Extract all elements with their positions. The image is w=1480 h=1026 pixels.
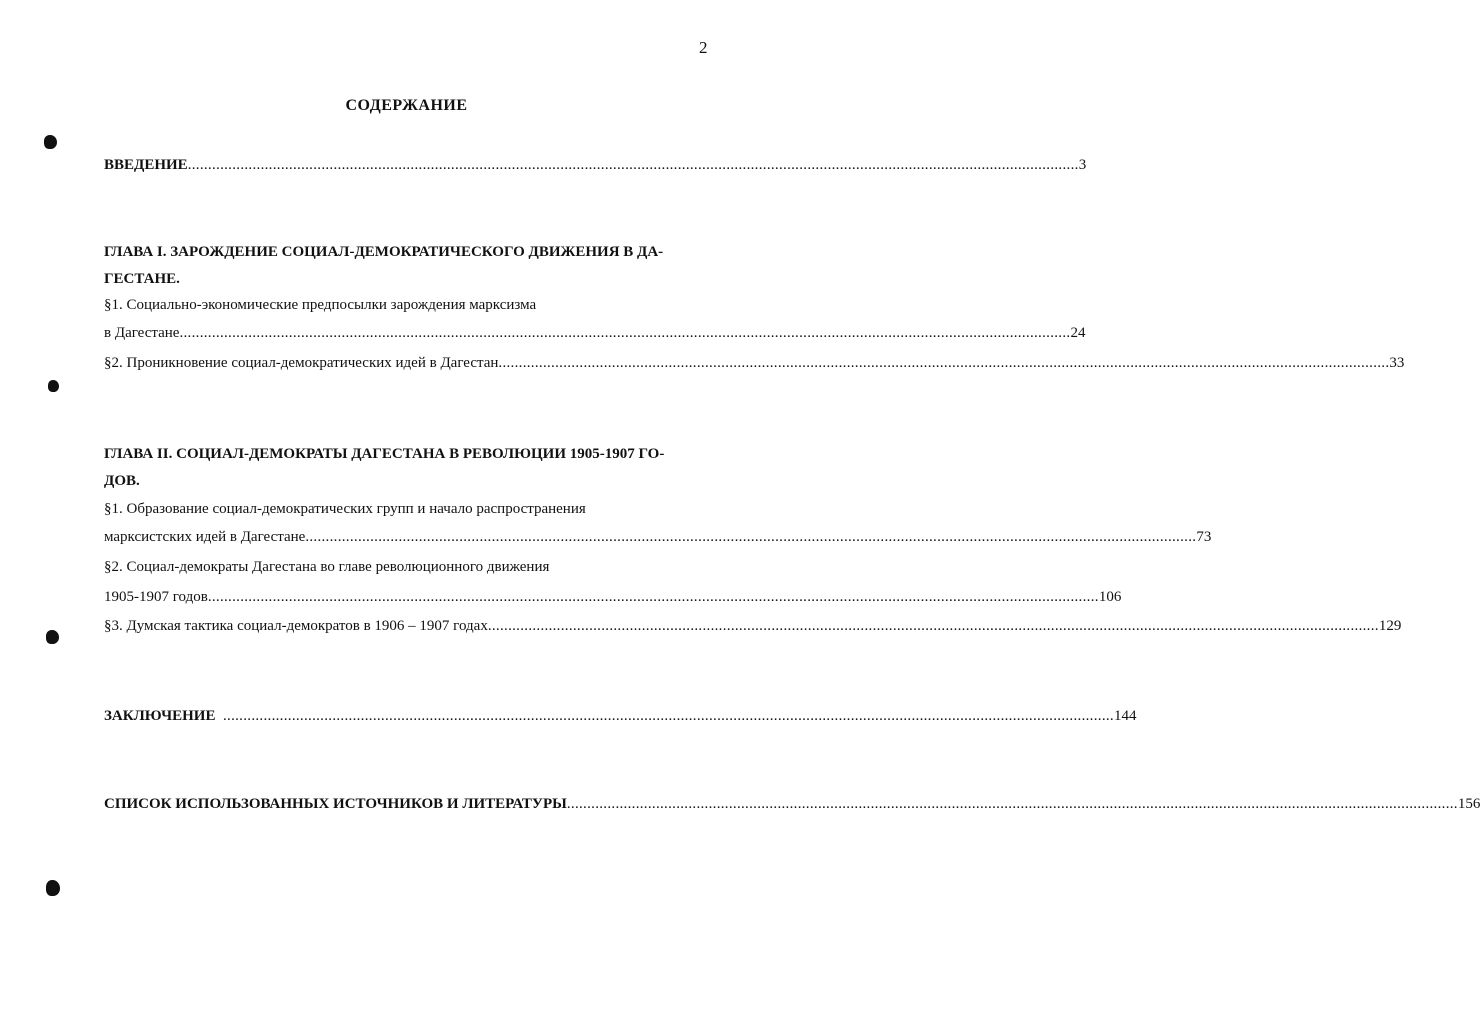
toc-entry-label: ЗАКЛЮЧЕНИЕ: [104, 708, 223, 724]
binder-hole-mark: [46, 880, 60, 896]
binder-hole-mark: [48, 380, 59, 392]
toc-entry-page: 144: [1113, 708, 1137, 724]
dot-leader: ............................................................................................................................................................................................................................: [498, 355, 1390, 371]
chapter-1-heading-line-1: ГЛАВА I. ЗАРОЖДЕНИЕ СОЦИАЛ-ДЕМОКРАТИЧЕСКОГО ДВИЖЕНИЯ В ДА-: [104, 244, 664, 260]
toc-entry-chapter-2-section-3[interactable]: [104, 616, 1402, 636]
toc-entry-page: 129: [1378, 618, 1402, 634]
chapter-1-heading-line-2: ГЕСТАНЕ.: [104, 271, 180, 287]
dot-leader: ............................................................................................................................................................................................................................: [222, 708, 1114, 724]
chapter-2-heading-line-1: ГЛАВА II. СОЦИАЛ-ДЕМОКРАТЫ ДАГЕСТАНА В РЕВОЛЮЦИИ 1905-1907 ГО-: [104, 446, 665, 462]
toc-entry-chapter-2-section-2[interactable]: [104, 587, 1122, 607]
toc-entry-page: 73: [1196, 529, 1212, 545]
toc-entry-label: §3. Думская тактика социал-демократов в 1906 – 1907 годах: [104, 618, 488, 634]
toc-entry-page: 24: [1070, 325, 1086, 341]
toc-entry-conclusion[interactable]: [104, 706, 1137, 726]
toc-entry-page: 3: [1078, 157, 1087, 173]
toc-entry-label: марксистских идей в Дагестане: [104, 529, 306, 545]
dot-leader: ............................................................................................................................................................................................................................: [187, 157, 1079, 173]
toc-entry-label: ВВЕДЕНИЕ: [104, 157, 188, 173]
dot-leader: ............................................................................................................................................................................................................................: [207, 589, 1099, 605]
toc-entry-label: в Дагестане: [104, 325, 180, 341]
page-number: 2: [699, 38, 708, 57]
toc-entry-label: §2. Проникновение социал-демократических идей в Дагестан: [104, 355, 499, 371]
toc-entry-bibliography[interactable]: [104, 794, 1480, 814]
binder-hole-mark: [44, 135, 57, 149]
dot-leader: ............................................................................................................................................................................................................................: [305, 529, 1197, 545]
binder-hole-mark: [46, 630, 59, 644]
toc-entry-label: СПИСОК ИСПОЛЬЗОВАННЫХ ИСТОЧНИКОВ И ЛИТЕРАТУРЫ: [104, 796, 567, 812]
toc-entry-chapter-2-section-1[interactable]: [104, 527, 1212, 547]
chapter-2-heading-line-2: ДОВ.: [104, 473, 140, 489]
toc-entry-introduction[interactable]: [104, 155, 1087, 175]
dot-leader: ............................................................................................................................................................................................................................: [487, 618, 1379, 634]
toc-entry-page: 33: [1389, 355, 1405, 371]
chapter-1-section-1-line-1: §1. Социально-экономические предпосылки зарождения марксизма: [104, 297, 537, 313]
dot-leader: ............................................................................................................................................................................................................................: [179, 325, 1071, 341]
toc-entry-chapter-1-section-2[interactable]: [104, 353, 1405, 373]
page-title: СОДЕРЖАНИЕ: [345, 97, 468, 114]
chapter-2-section-1-line-1: §1. Образование социал-демократических групп и начало распространения: [104, 501, 586, 517]
toc-entry-page: 106: [1098, 589, 1122, 605]
dot-leader: ............................................................................................................................................................................................................................: [566, 796, 1458, 812]
chapter-2-section-2-line-1: §2. Социал-демократы Дагестана во главе революционного движения: [104, 559, 550, 575]
toc-entry-chapter-1-section-1[interactable]: [104, 323, 1086, 343]
toc-entry-page: 156: [1457, 796, 1480, 812]
toc-entry-label: 1905-1907 годов: [104, 589, 208, 605]
